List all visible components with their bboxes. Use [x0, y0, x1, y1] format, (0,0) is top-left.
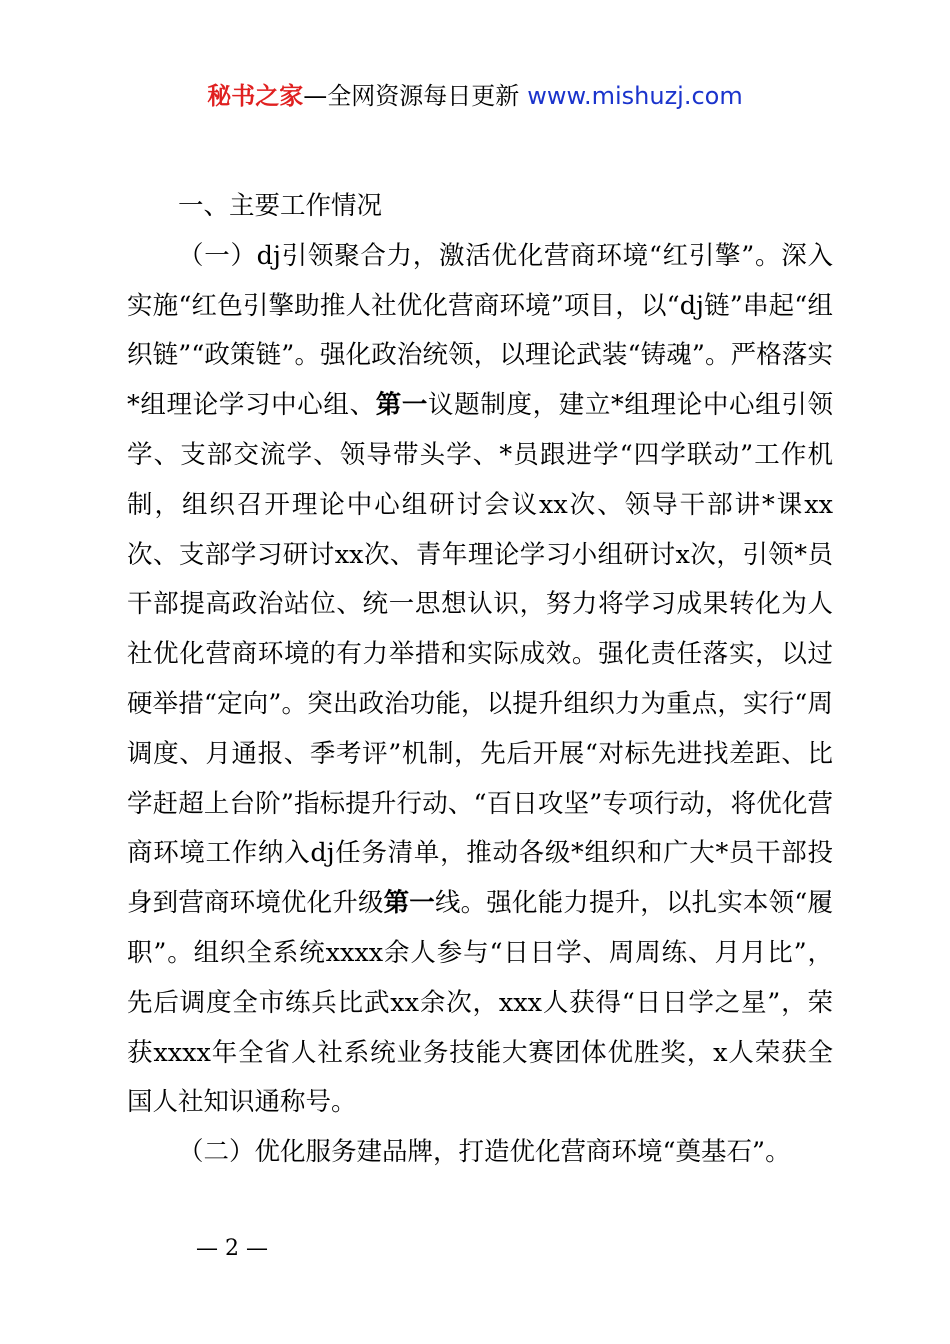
paragraph-two: （二）优化服务建品牌，打造优化营商环境“奠基石”。 [178, 1137, 791, 1168]
bold-term-2: 第一 [383, 888, 435, 919]
site-header [0, 80, 950, 112]
section-heading: 一、主要工作情况 [178, 191, 383, 221]
header-tagline: —全网资源每日更新 [303, 82, 520, 110]
paragraph-one [127, 232, 833, 1128]
document-body [127, 182, 833, 1178]
paragraph-one-part-1: （一）dj引领聚合力，激活优化营商环境“红引擎”。深入实施“红色引擎助推人社优化营商环境”项目，以“dj链”串起“组织链”“政策链”。强化政治统领，以理论武装“铸魂”。严格落实*组理论学习中心组、 [127, 240, 833, 421]
paragraph-one-part-2: 议题制度，建立*组理论中心组引领学、支部交流学、领导带头学、*员跟进学“四学联动”工作机制，组织召开理论中心组研讨会议xx次、领导干部讲*课xx次、支部学习研讨xx次、青年理论学习小组研讨x次，引领*员干部提高政治站位、统一思想认识，努力将学习成果转化为人社优化营商环境的有力举措和实际成效。强化责任落实，以过硬举措“定向”。突出政治功能，以提升组织力为重点，实行“周调度、月通报、季考评”机制，先后开展“对标先进找差距、比学赶超上台阶”指标提升行动、“百日攻坚”专项行动，将优化营商环境工作纳入dj任务清单，推动各级*组织和广大*员干部投身到营商环境优化升级 [127, 390, 833, 919]
paragraph-one-part-3: 线。强化能力提升，以扎实本领“履职”。组织全系统xxxx余人参与“日日学、周周练、月月比”，先后调度全市练兵比武xx余次，xxx人获得“日日学之星”，荣获xxxx年全省人社系统业务技能大赛团体优胜奖，x人荣获全国人社知识通称号。 [127, 888, 833, 1118]
page-number: — 2 — [196, 1236, 268, 1261]
brand-name: 秘书之家 [207, 82, 304, 110]
bold-term-1: 第一 [375, 390, 429, 421]
site-url[interactable]: www.mishuzj.com [527, 82, 743, 110]
